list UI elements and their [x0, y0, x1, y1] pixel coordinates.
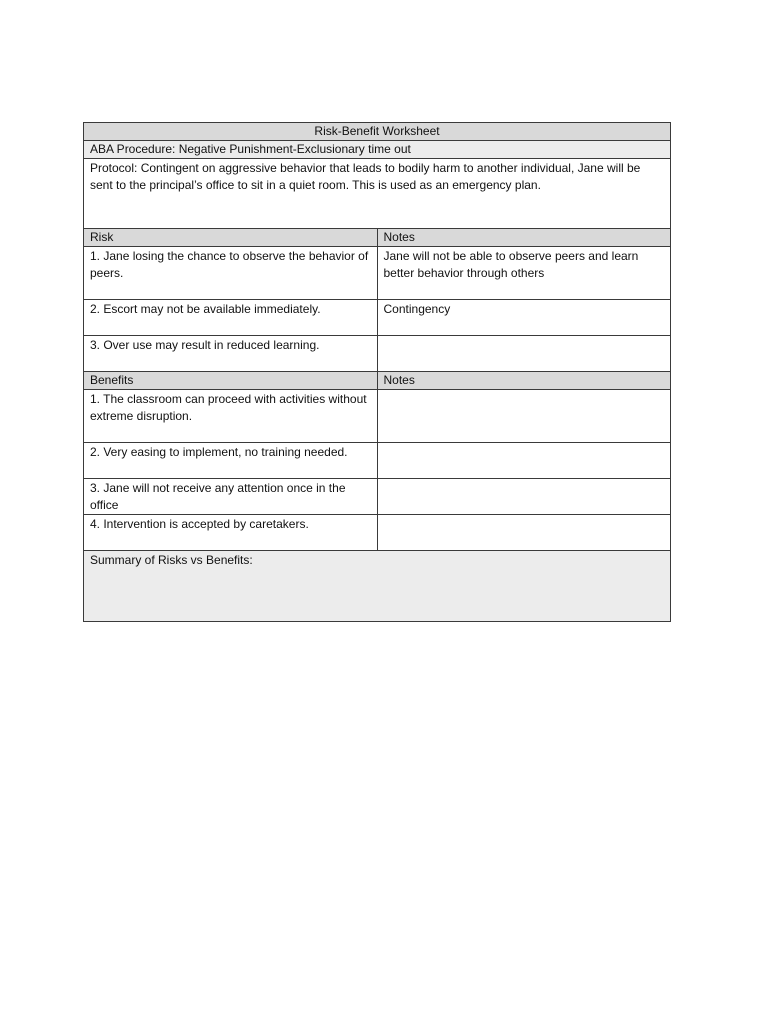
- protocol-text: Protocol: Contingent on aggressive behavior that leads to bodily harm to another individual, Jane will be sent to the principal’s office to sit in a quiet room. This is used as an emergency plan.: [84, 159, 671, 229]
- risk-row: [84, 300, 671, 336]
- risk-note: Contingency: [377, 300, 671, 336]
- benefit-text: 2. Very easing to implement, no training needed.: [84, 443, 378, 479]
- risk-text: 3. Over use may result in reduced learning.: [84, 336, 378, 372]
- benefit-header: Benefits: [84, 372, 378, 390]
- benefit-row: [84, 443, 671, 479]
- worksheet-title: Risk-Benefit Worksheet: [84, 123, 671, 141]
- summary-row: [84, 551, 671, 622]
- benefit-row: [84, 515, 671, 551]
- benefit-note: [377, 443, 671, 479]
- benefit-note: [377, 515, 671, 551]
- summary-label: Summary of Risks vs Benefits:: [84, 551, 671, 622]
- benefit-text: 3. Jane will not receive any attention once in the office: [84, 479, 378, 515]
- risk-text: 2. Escort may not be available immediately.: [84, 300, 378, 336]
- risk-text: 1. Jane losing the chance to observe the behavior of peers.: [84, 247, 378, 300]
- benefit-row: [84, 479, 671, 515]
- procedure-label: ABA Procedure: Negative Punishment-Exclusionary time out: [84, 141, 671, 159]
- benefit-header-row: [84, 372, 671, 390]
- benefit-row: [84, 390, 671, 443]
- protocol-row: [84, 159, 671, 229]
- benefit-note: [377, 479, 671, 515]
- risk-note: [377, 336, 671, 372]
- risk-notes-header: Notes: [377, 229, 671, 247]
- benefit-text: 4. Intervention is accepted by caretakers.: [84, 515, 378, 551]
- risk-header-row: [84, 229, 671, 247]
- risk-row: [84, 336, 671, 372]
- risk-note: Jane will not be able to observe peers and learn better behavior through others: [377, 247, 671, 300]
- benefit-note: [377, 390, 671, 443]
- benefit-text: 1. The classroom can proceed with activities without extreme disruption.: [84, 390, 378, 443]
- risk-row: [84, 247, 671, 300]
- procedure-row: [84, 141, 671, 159]
- title-row: [84, 123, 671, 141]
- benefit-notes-header: Notes: [377, 372, 671, 390]
- risk-header: Risk: [84, 229, 378, 247]
- risk-benefit-worksheet-table: [83, 122, 671, 622]
